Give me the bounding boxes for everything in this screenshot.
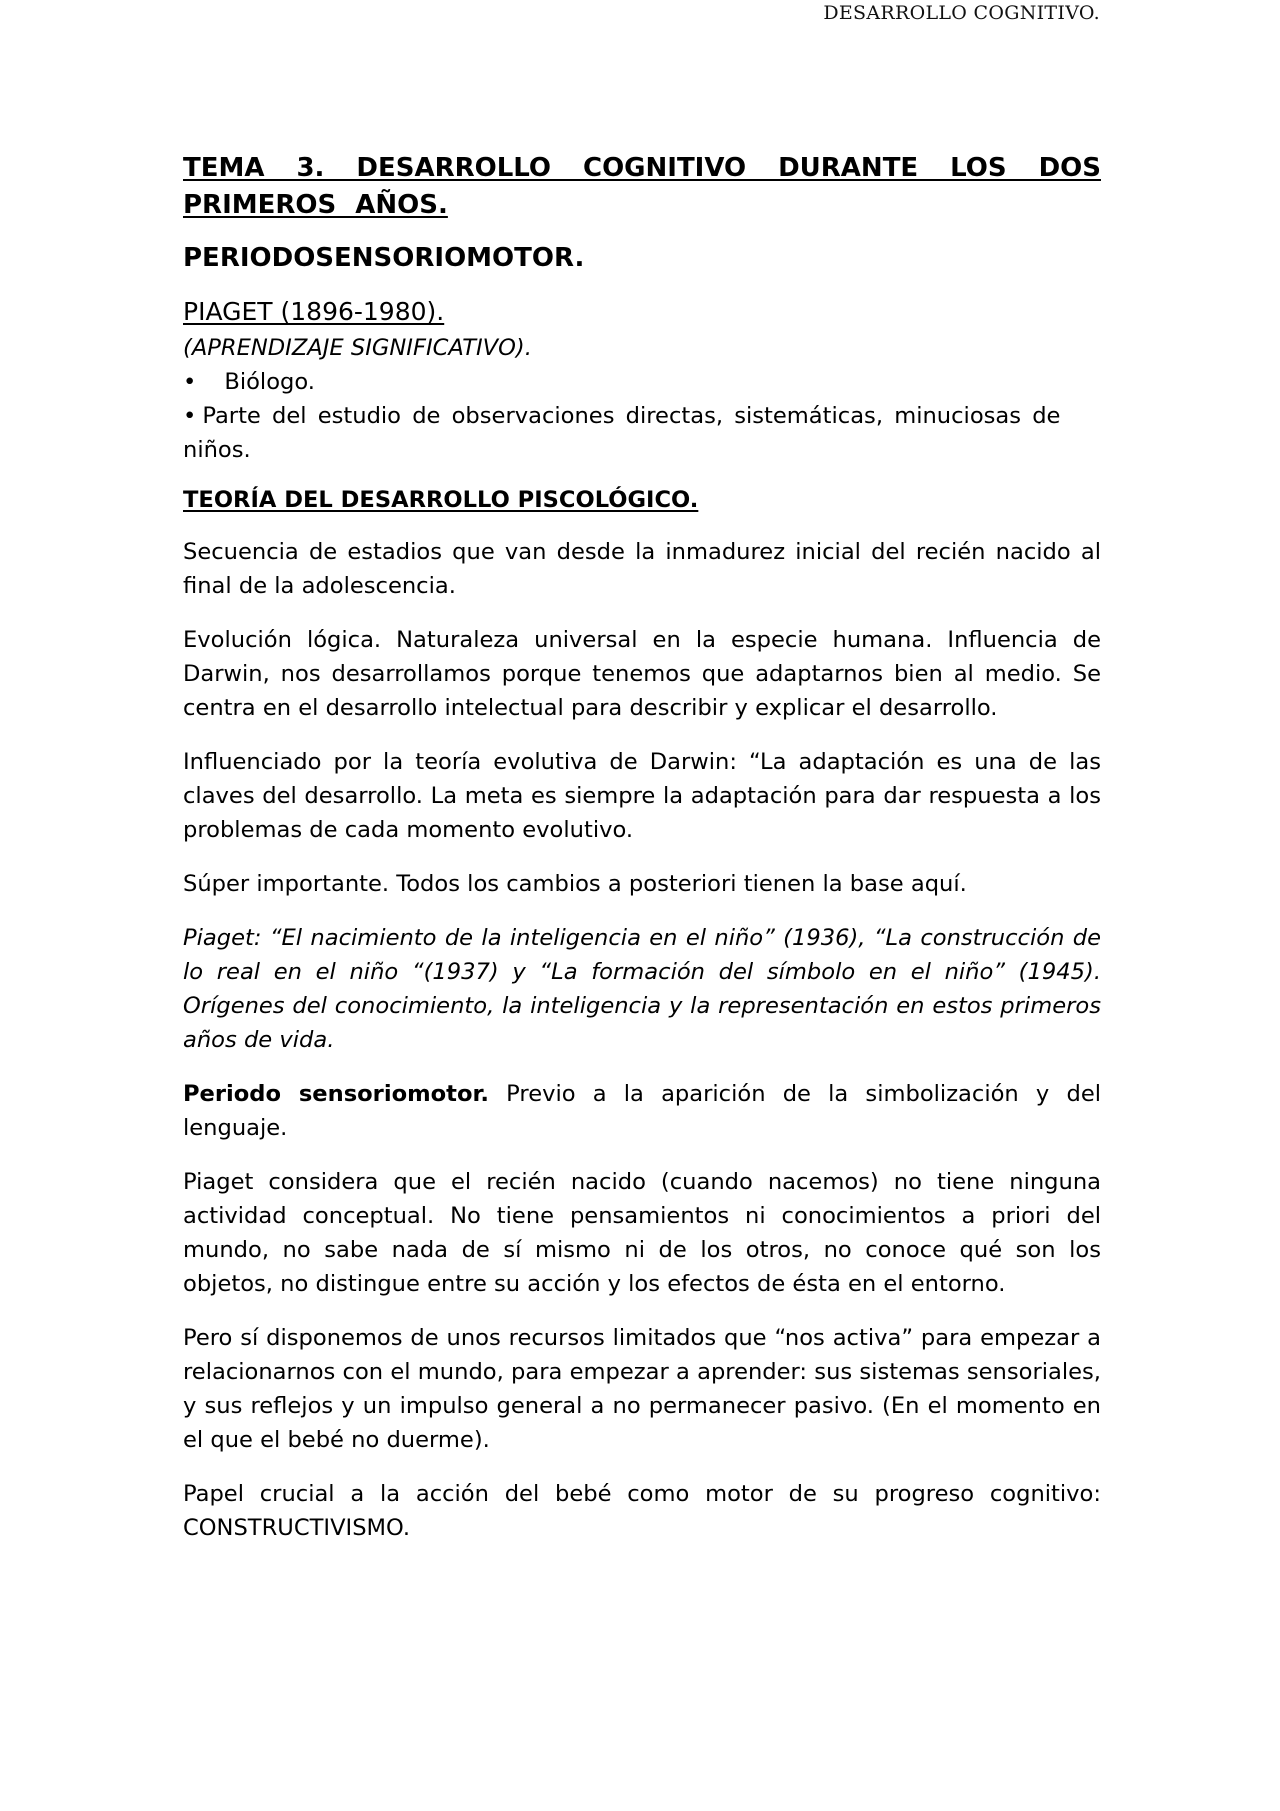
running-header: DESARROLLO COGNITIVO. [823,2,1100,24]
bullet-mark: • [183,369,197,395]
sensoriomotor-lead: Periodo sensoriomotor. [183,1081,489,1107]
document-title-line-1: TEMA 3. DESARROLLO COGNITIVO DURANTE LOS DOS [183,153,1101,183]
sensoriomotor-text: Previo a la aparición de la simbolización y del lenguaje. [183,1081,1101,1141]
bullet-mark: • [183,403,197,429]
paragraph-darwin: Influenciado por la teoría evolutiva de Darwin: “La adaptación es una de las claves del desarrollo. La meta es siempre la adaptación para dar respuesta a los problemas de cada momento evolutivo. [183,749,1101,843]
paragraph-logical-evolution: Evolución lógica. Naturaleza universal en la especie humana. Influencia de Darwin, nos desarrollamos porque tenemos que adaptarnos bien al medio. Se centra en el desarrollo intelectual para describir y explicar el desarrollo. [183,627,1101,721]
document-subtitle: PERIODOSENSORIOMOTOR. [183,243,585,273]
bullet-list [183,365,1101,467]
document-body [183,150,1101,1565]
paragraph-resources: Pero sí disponemos de unos recursos limitados que “nos activa” para empezar a relacionarnos con el mundo, para empezar a aprender: sus sistemas sensoriales, y sus reflejos y un impulso general a no permanecer pasivo. (En el momento en el que el bebé no duerme). [183,1325,1101,1453]
paragraph-sensoriomotor [183,1077,1101,1145]
bullet-text: Parte del estudio de observaciones directas, sistemáticas, minuciosas de niños. [183,403,1061,463]
paragraph-constructivism: Papel crucial a la acción del bebé como motor de su progreso cognitivo: CONSTRUCTIVISMO. [183,1481,1101,1541]
document-title-line-2: PRIMEROS AÑOS. [183,190,448,220]
paragraph-stages: Secuencia de estadios que van desde la inmadurez inicial del recién nacido al final de la adolescencia. [183,539,1101,599]
approach-label: (APRENDIZAJE SIGNIFICATIVO). [183,335,532,361]
section-heading: TEORÍA DEL DESARROLLO PISCOLÓGICO. [183,487,699,513]
document-title [183,150,1101,224]
paragraph-newborn: Piaget considera que el recién nacido (cuando nacemos) no tiene ninguna actividad conceptual. No tiene pensamientos ni conocimientos a priori del mundo, no sabe nada de sí mismo ni de los otros, no conoce qué son los objetos, no distingue entre su acción y los efectos de ésta en el entorno. [183,1169,1101,1297]
paragraph-piaget-works: Piaget: “El nacimiento de la inteligencia en el niño” (1936), “La construcción de lo real en el niño “(1937) y “La formación del símbolo en el niño” (1945). Orígenes del conocimiento, la inteligencia y la representación en estos primeros años de vida. [183,925,1101,1053]
list-item [183,399,1101,467]
author-heading: PIAGET (1896-1980). [183,297,445,326]
list-item [183,365,1101,399]
bullet-text: Biólogo. [224,369,315,395]
paragraph-important: Súper importante. Todos los cambios a posteriori tienen la base aquí. [183,871,967,897]
